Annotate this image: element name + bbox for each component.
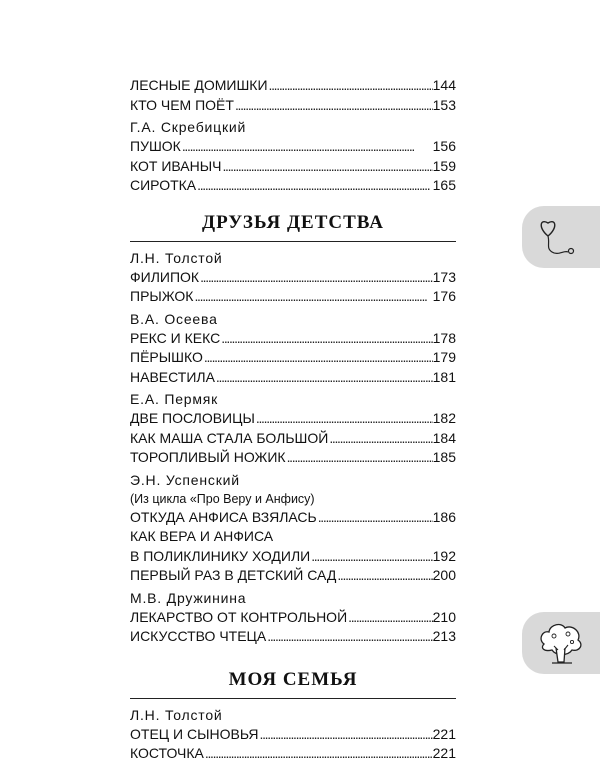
toc-entry[interactable] xyxy=(130,429,456,449)
toc-entry[interactable] xyxy=(130,137,456,157)
entry-title: ЛЕКАРСТВО ОТ КОНТРОЛЬНОЙ xyxy=(130,608,348,625)
entry-title: КОТ ИВАНЫЧ xyxy=(130,157,222,174)
leader-dots xyxy=(259,725,433,745)
entry-title: РЕКС И КЕКС xyxy=(130,329,221,346)
toc-entry[interactable] xyxy=(130,448,456,468)
toc-entry[interactable] xyxy=(130,608,456,628)
toc-entry[interactable] xyxy=(130,409,456,429)
toc-entry[interactable] xyxy=(130,329,456,349)
leader-dots xyxy=(328,429,432,449)
entry-title: ОТКУДА АНФИСА ВЗЯЛАСЬ xyxy=(130,508,317,525)
toc-entry[interactable] xyxy=(130,627,456,647)
author-name: Г.А. Скребицкий xyxy=(130,119,247,135)
toc-entry[interactable] xyxy=(130,157,456,177)
leader-dots xyxy=(220,329,432,349)
entry-title: КАК МАША СТАЛА БОЛЬШОЙ xyxy=(130,429,329,446)
entry-page: 184 xyxy=(432,429,456,446)
toc-entry[interactable] xyxy=(130,508,456,528)
entry-page: 181 xyxy=(432,368,456,385)
entry-page: 213 xyxy=(432,628,456,644)
leader-dots xyxy=(204,744,433,764)
entry-page: 221 xyxy=(432,745,456,761)
entry-page: 192 xyxy=(432,547,456,564)
toc-entry[interactable] xyxy=(130,96,456,116)
leader-dots xyxy=(336,566,432,586)
entry-page: 185 xyxy=(432,449,456,465)
section-tab-family[interactable] xyxy=(522,612,600,674)
entry-title: ПЕРВЫЙ РАЗ В ДЕТСКИЙ САД xyxy=(130,567,337,583)
entry-page: 176 xyxy=(432,288,456,304)
entry-title: СИРОТКА xyxy=(130,177,197,193)
entry-title: ПРЫЖОК xyxy=(130,288,194,304)
toc-entry[interactable] xyxy=(130,76,456,96)
entry-page: 144 xyxy=(432,77,456,93)
author-name: Э.Н. Успенский xyxy=(130,471,240,488)
leader-dots xyxy=(199,268,433,288)
toc-entry[interactable] xyxy=(130,268,456,288)
section-rule xyxy=(130,241,456,242)
author-name: Л.Н. Толстой xyxy=(130,706,223,723)
entry-title: В ПОЛИКЛИНИКУ ХОДИЛИ xyxy=(130,547,311,564)
leader-dots xyxy=(196,176,433,196)
entry-title: ИСКУССТВО ЧТЕЦА xyxy=(130,628,267,644)
entry-title: ПУШОК xyxy=(130,138,181,154)
author-name: М.В. Дружинина xyxy=(130,589,247,606)
section-heading-family xyxy=(130,667,456,699)
toc-entry[interactable] xyxy=(130,725,456,745)
author-name: Е.А. Пермяк xyxy=(130,391,219,407)
entry-page: 186 xyxy=(432,508,456,525)
leader-dots xyxy=(221,157,432,177)
leader-dots xyxy=(181,137,433,157)
section-rule xyxy=(130,698,456,699)
table-of-contents xyxy=(130,76,456,764)
entry-title: КТО ЧЕМ ПОЁТ xyxy=(130,96,234,113)
leader-dots xyxy=(347,608,433,628)
leader-dots xyxy=(215,368,433,388)
leader-dots xyxy=(203,348,433,368)
leader-dots xyxy=(234,96,433,116)
entry-title: ЛЕСНЫЕ ДОМИШКИ xyxy=(130,77,268,93)
entry-page: 159 xyxy=(432,157,456,174)
section-title: ДРУЗЬЯ ДЕТСТВА xyxy=(202,211,384,233)
entry-title: ФИЛИПОК xyxy=(130,268,200,285)
entry-page: 221 xyxy=(432,725,456,742)
leader-dots xyxy=(255,409,433,429)
leader-dots xyxy=(193,287,432,307)
section-tab-friends[interactable] xyxy=(522,206,600,268)
heart-balloon-icon xyxy=(534,214,588,260)
entry-title-line[interactable]: КАК ВЕРА И АНФИСА xyxy=(130,528,274,544)
entry-page: 156 xyxy=(432,138,456,154)
toc-entry[interactable] xyxy=(130,348,456,368)
entry-title: ДВЕ ПОСЛОВИЦЫ xyxy=(130,410,255,426)
entry-page: 153 xyxy=(432,96,456,113)
entry-title: ОТЕЦ И СЫНОВЬЯ xyxy=(130,725,259,742)
section-title: МОЯ СЕМЬЯ xyxy=(228,668,358,690)
leader-dots xyxy=(266,627,432,647)
cycle-note: (Из цикла «Про Веру и Анфису) xyxy=(130,491,315,506)
toc-entry[interactable] xyxy=(130,176,456,196)
section-heading-friends xyxy=(130,210,456,242)
author-name: В.А. Осеева xyxy=(130,310,218,327)
entry-page: 200 xyxy=(432,567,456,583)
entry-page: 173 xyxy=(432,268,456,285)
toc-entry[interactable] xyxy=(130,547,456,567)
leader-dots xyxy=(317,508,433,528)
entry-title: НАВЕСТИЛА xyxy=(130,368,215,385)
leader-dots xyxy=(268,76,433,96)
tree-icon xyxy=(534,620,588,668)
entry-page: 179 xyxy=(432,349,456,365)
entry-page: 165 xyxy=(432,177,456,193)
leader-dots xyxy=(310,547,432,567)
toc-entry[interactable] xyxy=(130,566,456,586)
toc-entry[interactable] xyxy=(130,744,456,764)
entry-title: ТОРОПЛИВЫЙ НОЖИК xyxy=(130,449,286,465)
entry-page: 182 xyxy=(432,410,456,426)
leader-dots xyxy=(286,448,433,468)
author-name: Л.Н. Толстой xyxy=(130,249,223,266)
entry-title: КОСТОЧКА xyxy=(130,745,204,761)
entry-page: 210 xyxy=(432,608,456,625)
entry-title: ПЁРЫШКО xyxy=(130,349,203,365)
entry-page: 178 xyxy=(432,329,456,346)
toc-entry[interactable] xyxy=(130,287,456,307)
toc-entry[interactable] xyxy=(130,368,456,388)
